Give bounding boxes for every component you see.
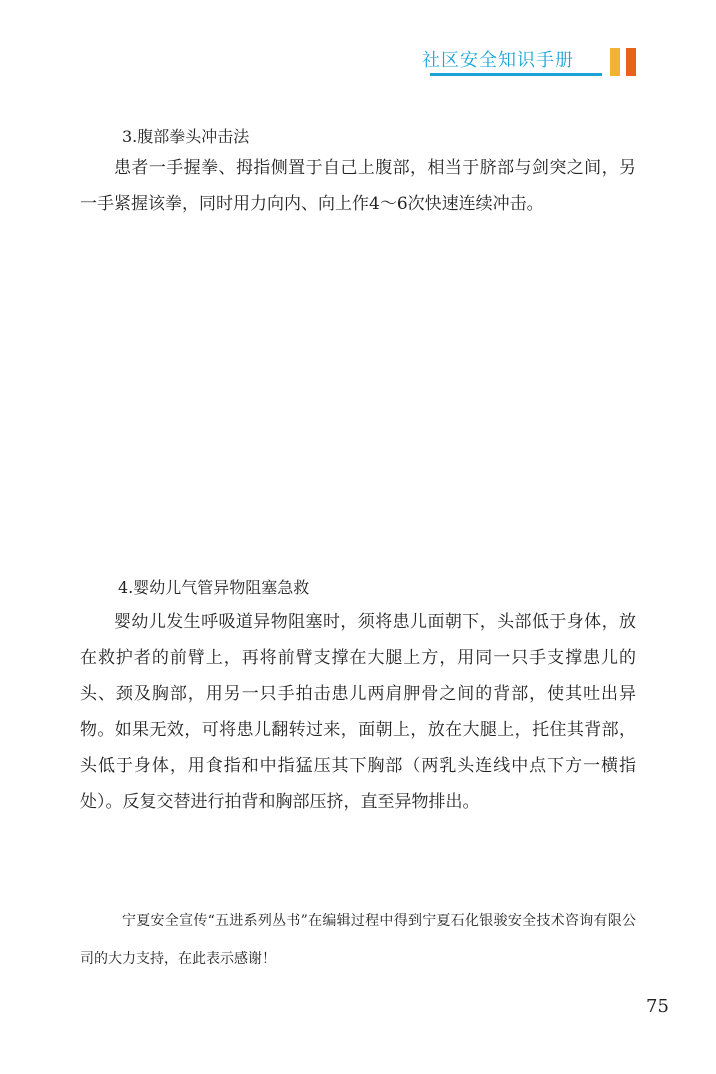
- running-header-title: 社区安全知识手册: [422, 50, 574, 71]
- header-accent-bar-orange: [626, 48, 636, 76]
- header-underline: [430, 73, 602, 76]
- section-title-abdominal-thrust: 3.腹部拳头冲击法: [122, 127, 250, 146]
- section-paragraph-infant-airway: 婴幼儿发生呼吸道异物阻塞时，须将患儿面朝下，头部低于身体，放在救护者的前臂上，再将前臂支撑在大腿上方，用同一只手支撑患儿的头、颈及胸部，用另一只手拍击患儿两肩胛骨之间的背部，使其吐出异物。如果无效，可将患儿翻转过来，面朝上，放在大腿上，托住其背部，头低于身体，用食指和中指猛压其下胸部（两乳头连线中点下方一横指处）。反复交替进行拍背和胸部压挤，直至异物排出。: [80, 612, 636, 812]
- section-title-infant-airway: 4.婴幼儿气管异物阻塞急救: [118, 578, 310, 597]
- page-number: 75: [646, 996, 669, 1017]
- header-accent-bar-yellow: [610, 48, 620, 76]
- acknowledgement-note: 宁夏安全宣传“五进系列丛书”在编辑过程中得到宁夏石化银骏安全技术咨询有限公司的大力支持，在此表示感谢！: [80, 913, 636, 967]
- section-paragraph-abdominal-thrust: 患者一手握拳、拇指侧置于自己上腹部，相当于脐部与剑突之间，另一手紧握该拳，同时用力向内、向上作4～6次快速连续冲击。: [80, 158, 636, 214]
